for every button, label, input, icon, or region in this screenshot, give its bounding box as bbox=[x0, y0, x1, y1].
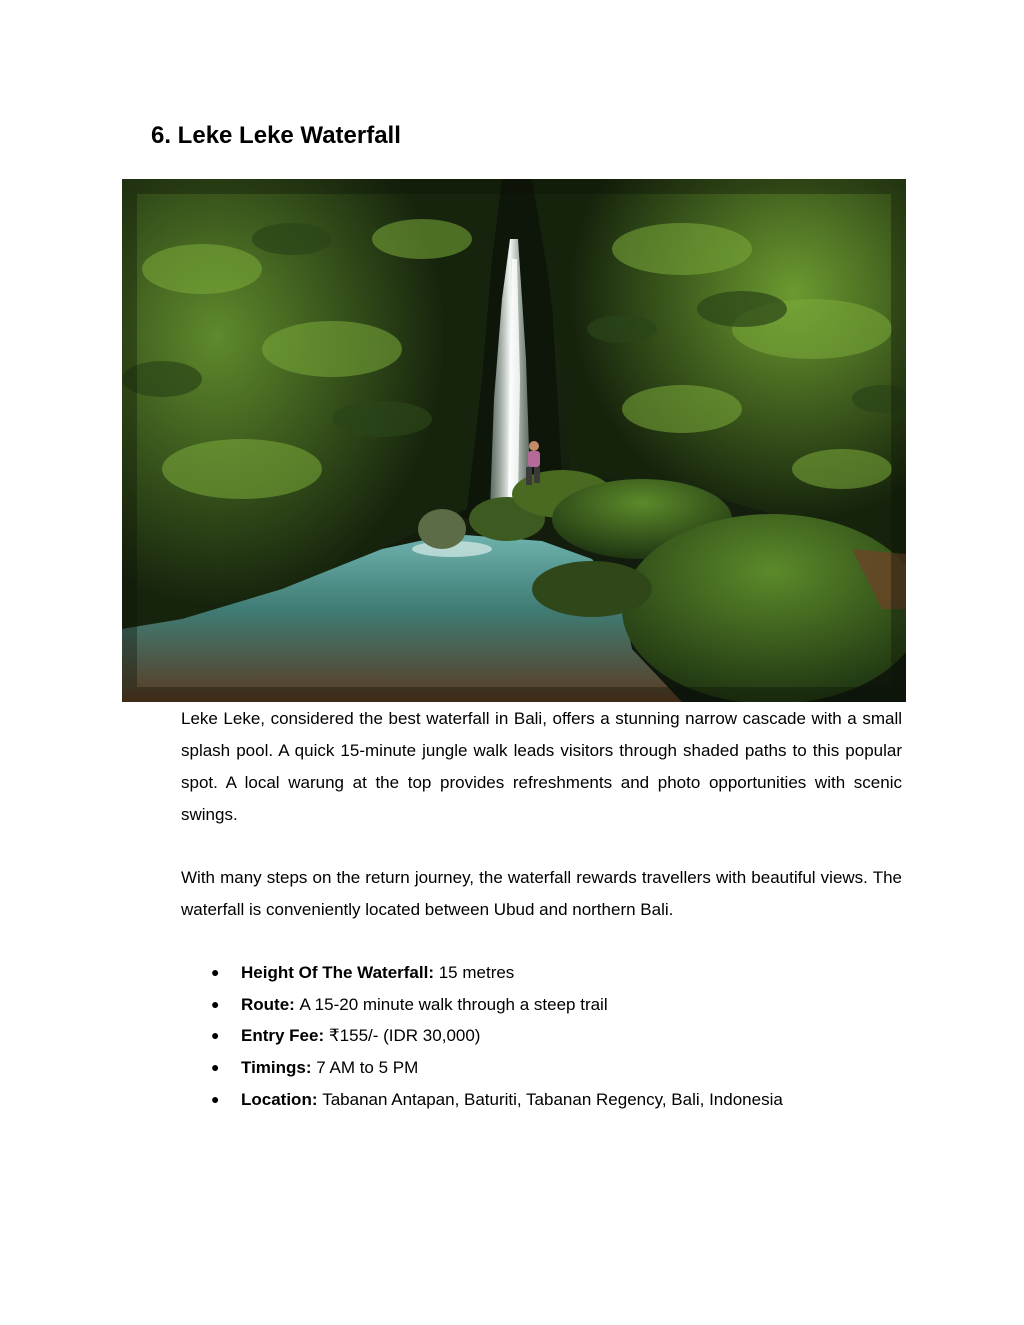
list-item bbox=[181, 989, 902, 1021]
list-item bbox=[181, 1052, 902, 1084]
waterfall-photo bbox=[122, 179, 906, 702]
list-item bbox=[181, 1084, 902, 1116]
fact-value-timings: 7 AM to 5 PM bbox=[316, 1058, 419, 1078]
section-heading: 6. Leke Leke Waterfall bbox=[151, 122, 401, 149]
fact-label-location: Location: bbox=[241, 1089, 323, 1109]
bullet-icon: ● bbox=[211, 1090, 220, 1107]
fact-value-entry-fee: ₹155/- (IDR 30,000) bbox=[328, 1026, 481, 1046]
fact-label-timings: Timings: bbox=[241, 1058, 317, 1078]
intro-paragraph: Leke Leke, considered the best waterfall in Bali, offers a stunning narrow cascade with a small splash pool. A quick 15-minute jungle walk leads visitors through shaded paths to this popular spot. A local warung at the top provides refreshments and photo opportunities with scenic swings. bbox=[181, 709, 902, 824]
bullet-icon: ● bbox=[211, 1027, 220, 1044]
bullet-icon: ● bbox=[211, 1059, 220, 1076]
fact-label-height: Height Of The Waterfall: bbox=[241, 963, 439, 982]
fact-value-location: Tabanan Antapan, Baturiti, Tabanan Regency, Bali, Indonesia bbox=[322, 1089, 783, 1109]
fact-value-height: 15 metres bbox=[438, 963, 515, 982]
facts-list bbox=[181, 957, 902, 1116]
bullet-icon: ● bbox=[211, 964, 220, 980]
list-item bbox=[181, 957, 902, 989]
details-paragraph: With many steps on the return journey, the waterfall rewards travellers with beautiful views. The waterfall is conveniently located between Ubud and northern Bali. bbox=[181, 868, 902, 919]
fact-label-entry-fee: Entry Fee: bbox=[241, 1026, 329, 1046]
list-item bbox=[181, 1020, 902, 1052]
fact-value-route: A 15-20 minute walk through a steep trail bbox=[299, 994, 608, 1014]
fact-label-route: Route: bbox=[241, 994, 300, 1014]
bullet-icon: ● bbox=[211, 995, 220, 1012]
